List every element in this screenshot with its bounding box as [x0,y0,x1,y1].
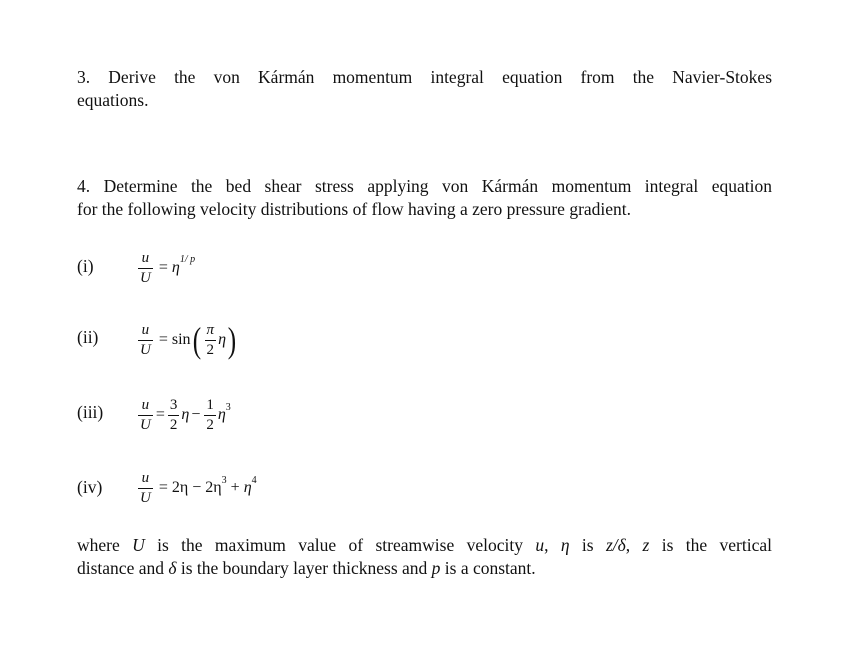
term-2-eta-cube: 2η [205,479,222,496]
item-label-iv: (iv) [77,477,103,497]
eta-symbol: η [217,406,226,423]
minus-sign: − [192,479,202,496]
fraction-pi-over-2 [205,322,217,359]
question-3-line-1: 3. Derive the von Kármán momentum integral equation from the Navier-Stokes [77,67,772,87]
fraction-u-over-U [138,322,153,359]
plus-sign: + [230,479,240,496]
denominator: U [140,489,151,506]
equals-sign: = [158,259,168,276]
numerator: u [141,321,150,338]
numerator: 1 [206,396,214,413]
left-paren: ( [192,320,201,360]
numerator: π [206,321,215,338]
equation-ii [136,315,238,365]
question-4 [77,175,772,221]
definitions-line-2: distance and δ is the boundary layer thickness and p is a constant. [77,558,536,578]
eta-symbol: η [171,259,180,276]
denominator: 2 [206,416,214,433]
question-3 [77,66,772,112]
definitions-paragraph [77,534,772,580]
item-label-iii: (iii) [77,402,104,422]
numerator: u [141,249,150,266]
equals-sign: = [158,479,168,496]
fraction-u-over-U [138,250,153,287]
denominator: 2 [206,341,215,358]
denominator: U [140,269,151,286]
right-paren: ) [227,320,237,360]
numerator: u [141,469,150,486]
numerator: u [141,396,150,413]
term-2-eta: 2η [171,479,189,496]
equation-iii: $\frac{u}{U}$ = $\frac{3}{2}$ η − $\frac{1}{2}$ η $^3$ [140,396,231,433]
item-label-ii: (ii) [77,327,99,347]
question-3-line-2: equations. [77,90,149,110]
sine-function: sin [171,331,191,348]
minus-sign: − [191,406,201,423]
eta-symbol: η [243,479,252,496]
eta-symbol: η [181,406,190,423]
denominator: U [140,416,151,433]
question-4-line-1: 4. Determine the bed shear stress applying von Kármán momentum integral equation [77,176,772,196]
fraction-3-over-2 [168,397,180,434]
fraction-1-over-2 [204,397,216,434]
fraction-u-over-U [138,397,153,434]
equals-sign: = [158,331,168,348]
eta-symbol: η [218,331,226,348]
numerator: 3 [169,396,178,413]
item-label-i: (i) [77,256,94,276]
question-4-line-2: for the following velocity distributions of flow having a zero pressure gradient. [77,199,632,219]
denominator: 2 [169,416,178,433]
fraction-u-over-U [138,470,153,507]
equation-iv: $\frac{u}{U}$ = 2η − 2η $^3$ + η $^4$ [140,469,257,506]
equation-i: $\frac{u}{U}$ = η $^{1/ p}$ [140,249,196,286]
equals-sign: = [155,406,165,423]
definitions-line-1: where U is the maximum value of streamwise velocity u, η is z/δ, z is the vertical [77,535,772,555]
denominator: U [140,341,151,358]
